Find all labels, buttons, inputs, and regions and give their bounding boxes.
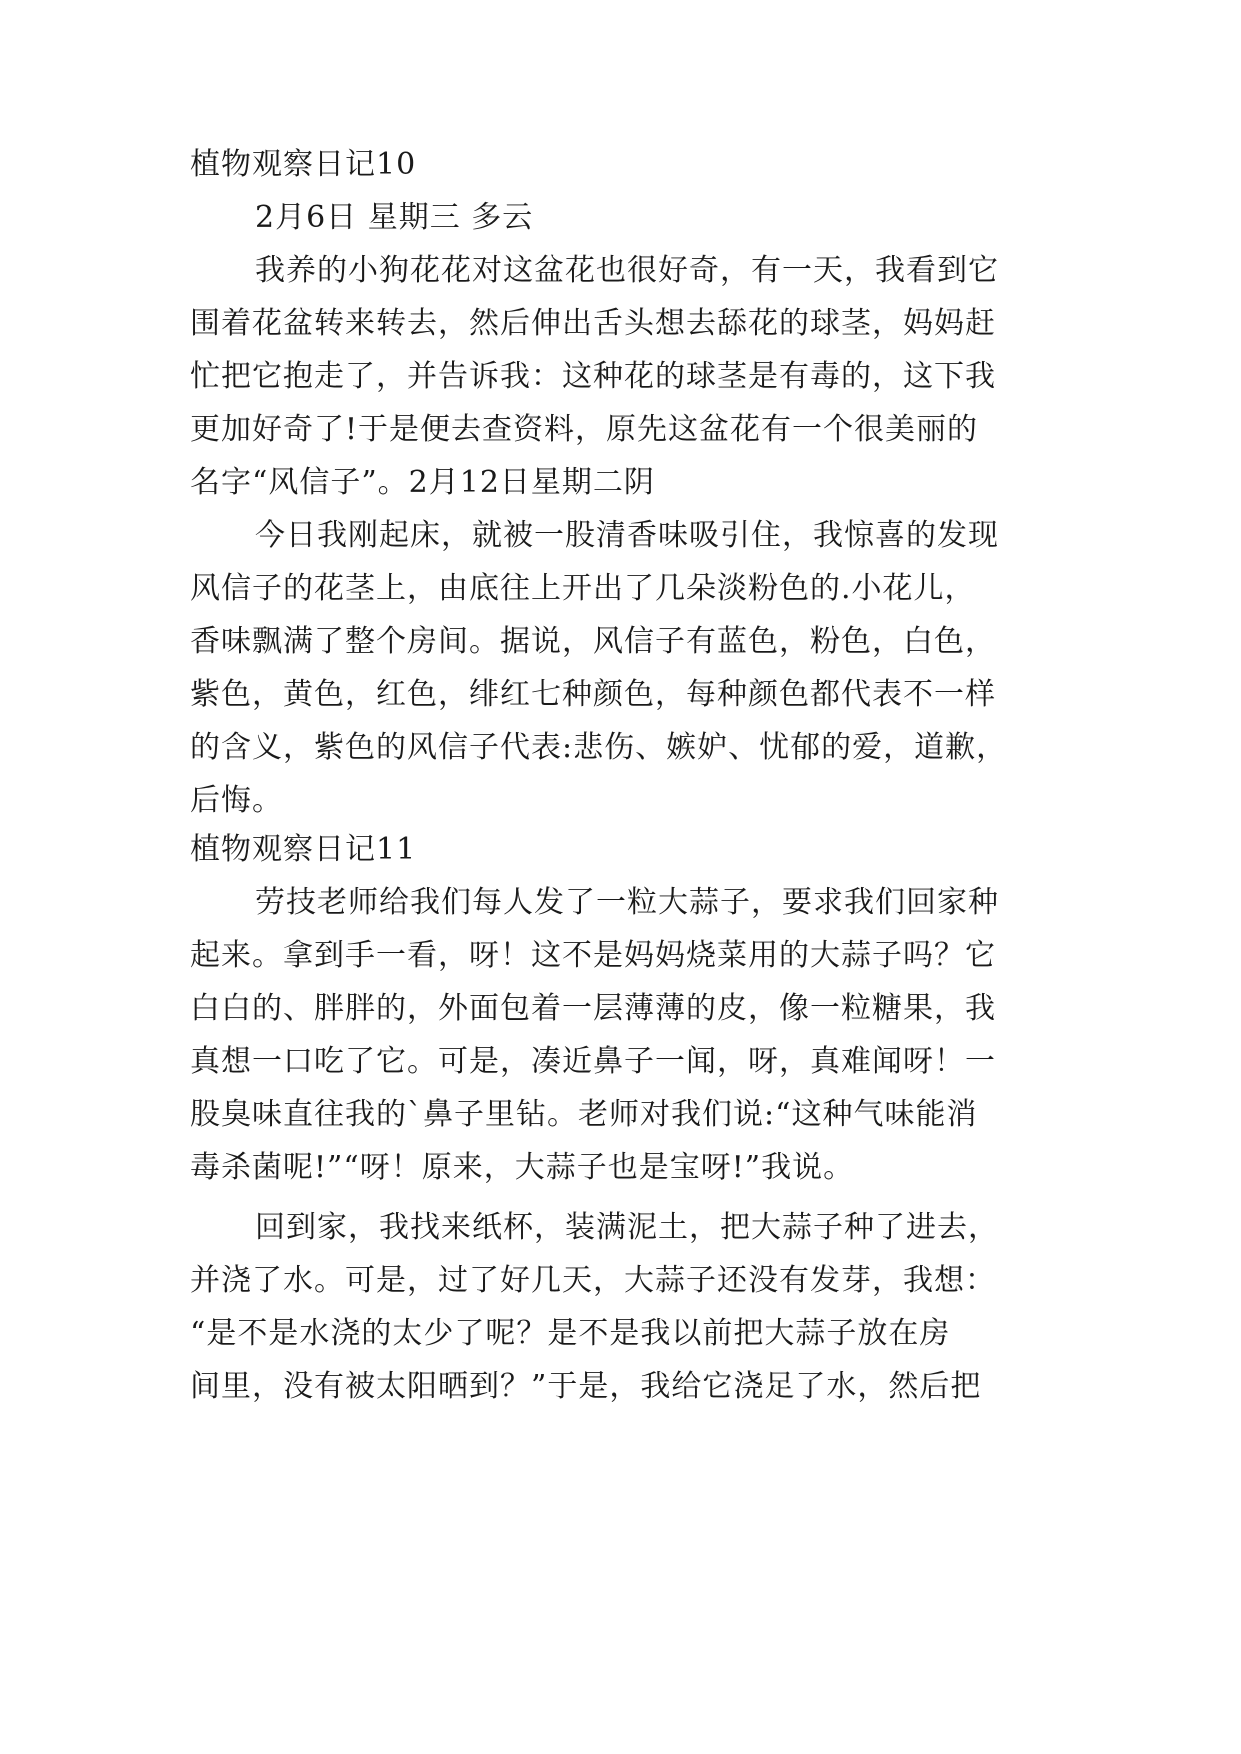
section-title: 植物观察日记10 bbox=[190, 147, 417, 182]
paragraph-line: 回到家，我找来纸杯，装满泥土，把大蒜子种了进去， bbox=[255, 1210, 999, 1245]
paragraph-line: 间里，没有被太阳晒到？”于是，我给它浇足了水，然后把 bbox=[190, 1369, 982, 1404]
paragraph-line: 毒杀菌呢!”“呀！原来，大蒜子也是宝呀!”我说。 bbox=[190, 1150, 855, 1185]
paragraph-line: 股臭味直往我的`鼻子里钻。老师对我们说:“这种气味能消 bbox=[190, 1097, 978, 1132]
paragraph-line: 香味飘满了整个房间。据说，风信子有蓝色，粉色，白色， bbox=[190, 624, 996, 659]
paragraph-line: 的含义，紫色的风信子代表:悲伤、嫉妒、忧郁的爱，道歉， bbox=[190, 730, 1008, 765]
paragraph-line: 白白的、胖胖的，外面包着一层薄薄的皮，像一粒糖果，我 bbox=[190, 991, 996, 1026]
paragraph-line: 围着花盆转来转去，然后伸出舌头想去舔花的球茎，妈妈赶 bbox=[190, 306, 996, 341]
paragraph-line: 今日我刚起床，就被一股清香味吸引住，我惊喜的发现 bbox=[255, 518, 999, 553]
diary-date-line: 2月6日 星期三 多云 bbox=[255, 200, 534, 235]
paragraph-line: 我养的小狗花花对这盆花也很好奇，有一天，我看到它 bbox=[255, 253, 999, 288]
paragraph-line: 劳技老师给我们每人发了一粒大蒜子，要求我们回家种 bbox=[255, 885, 999, 920]
paragraph-line: 后悔。 bbox=[190, 783, 283, 818]
paragraph-line: 风信子的花茎上，由底往上开出了几朵淡粉色的.小花儿， bbox=[190, 571, 976, 606]
paragraph-line: 紫色，黄色，红色，绯红七种颜色，每种颜色都代表不一样 bbox=[190, 677, 996, 712]
paragraph-line: “是不是水浇的太少了呢？是不是我以前把大蒜子放在房 bbox=[190, 1316, 951, 1351]
paragraph-line: 更加好奇了!于是便去查资料，原先这盆花有一个很美丽的 bbox=[190, 412, 979, 447]
paragraph-line: 真想一口吃了它。可是，凑近鼻子一闻，呀，真难闻呀！一 bbox=[190, 1044, 996, 1079]
section-title: 植物观察日记11 bbox=[190, 832, 417, 867]
paragraph-line: 起来。拿到手一看，呀！这不是妈妈烧菜用的大蒜子吗？它 bbox=[190, 938, 996, 973]
paragraph-line: 并浇了水。可是，过了好几天，大蒜子还没有发芽，我想： bbox=[190, 1263, 996, 1298]
paragraph-line: 忙把它抱走了，并告诉我：这种花的球茎是有毒的，这下我 bbox=[190, 359, 996, 394]
paragraph-line: 名字“风信子”。2月12日星期二阴 bbox=[190, 465, 655, 500]
